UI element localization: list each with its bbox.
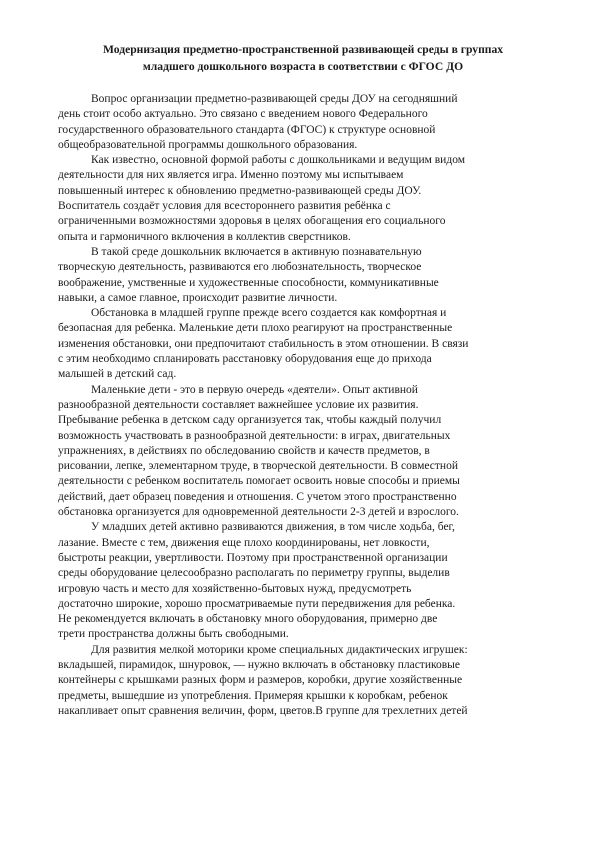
text-line: трети пространства должны быть свободными. [58,628,289,641]
text-line: день стоит особо актуально. Это связано с введением нового Федерального [58,108,428,121]
document-body [58,92,548,719]
text-line: деятельности с ребенком воспитатель помогает освоить новые способы и приемы [58,475,460,488]
text-line: Обстановка в младшей группе прежде всего создается как комфортная и [91,307,447,320]
text-line: лазание. Вместе с тем, движения еще плохо координированы, нет ловкости, [58,536,430,549]
text-line: Не рекомендуется включать в обстановку много оборудования, примерно две [58,613,438,626]
text-line: предметы, вышедшие из употребления. Примеряя крышки к коробкам, ребенок [58,689,448,702]
text-line: опыта и гармоничного включения в коллектив сверстников. [58,230,351,243]
text-line: У младших детей активно развиваются движения, в том числе ходьба, бег, [91,521,455,534]
text-line: контейнеры с крышками разных форм и размеров, коробки, другие хозяйственные [58,674,463,687]
text-line: разнообразной деятельности составляет важнейшее условие их развития. [58,398,419,411]
text-line: Пребывание ребенка в детском саду организуется так, чтобы каждый получил [58,414,442,427]
text-line: ограниченными возможностями здоровья в целях обогащения его социального [58,215,446,228]
text-line: навыки, а самое главное, происходит развитие личности. [58,291,338,304]
text-line: воображение, умственные и художественные способности, коммуникативные [58,276,439,289]
paragraph [58,153,548,245]
text-line: рисовании, лепке, элементарном труде, в творческой деятельности. В совместной [58,460,458,473]
text-line: вкладышей, пирамидок, шнуровок, — нужно включать в обстановку пластиковые [58,658,460,671]
text-line: обстановка организуется для одновременной деятельности 2-3 детей и взрослого. [58,506,459,519]
text-line: достаточно широкие, хорошо просматриваемые пути передвижения для ребенка. [58,597,456,610]
document-title [58,41,548,75]
text-line: безопасная для ребенка. Маленькие дети плохо реагируют на пространственные [58,322,453,335]
text-line: с этим необходимо спланировать расстановку оборудования еще до прихода [58,353,432,366]
text-line: игровую часть и место для хозяйственно-бытовых нужд, предусмотреть [58,582,412,595]
text-line: возможность участвовать в разнообразной деятельности: в играх, двигательных [58,429,451,442]
paragraph [58,306,548,382]
text-line: творческую деятельность, развиваются его любознательность, творческое [58,261,422,274]
paragraph [58,383,548,521]
text-line: упражнениях, в действиях по обследованию свойств и качеств предметов, в [58,444,430,457]
text-line: Вопрос организации предметно-развивающей среды ДОУ на сегодняшний [91,93,458,105]
text-line: Воспитатель создаёт условия для всестороннего развития ребёнка с [58,200,391,213]
paragraph [58,643,548,719]
text-line: общеобразовательной программы дошкольного образования. [58,138,358,151]
text-line: Маленькие дети - это в первую очередь «деятели». Опыт активной [91,383,418,396]
title-line: Модернизация предметно-пространственной развивающей среды в группах [102,43,504,56]
text-line: изменения обстановки, они предпочитают стабильность в этом отношении. В связи [58,337,469,350]
text-line: повышенный интерес к обновлению предметно-развивающей среды ДОУ. [58,184,422,197]
text-line: Для развития мелкой моторики кроме специальных дидактических игрушек: [91,643,468,656]
text-line: среды оборудование целесообразно располагать по периметру группы, выделив [58,567,450,580]
paragraph [58,245,548,306]
text-line: накапливает опыт сравнения величин, форм, цветов.В группе для трехлетних детей [58,704,468,717]
text-line: В такой среде дошкольник включается в активную познавательную [91,245,422,258]
text-line: действий, дает образец поведения и отношения. С учетом этого пространственно [58,490,457,503]
text-line: быстроты реакции, увертливости. Поэтому при пространственной организации [58,551,448,564]
text-line: малышей в детский сад. [58,368,177,381]
text-line: государственного образовательного стандарта (ФГОС) к структуре основной [58,123,436,136]
paragraph [58,92,548,153]
text-line: Как известно, основной формой работы с дошкольниками и ведущим видом [91,154,465,167]
title-line: младшего дошкольного возраста в соответствии с ФГОС ДО [142,60,464,73]
paragraph [58,520,548,642]
text-line: деятельности для них является игра. Именно поэтому мы испытываем [58,169,404,182]
